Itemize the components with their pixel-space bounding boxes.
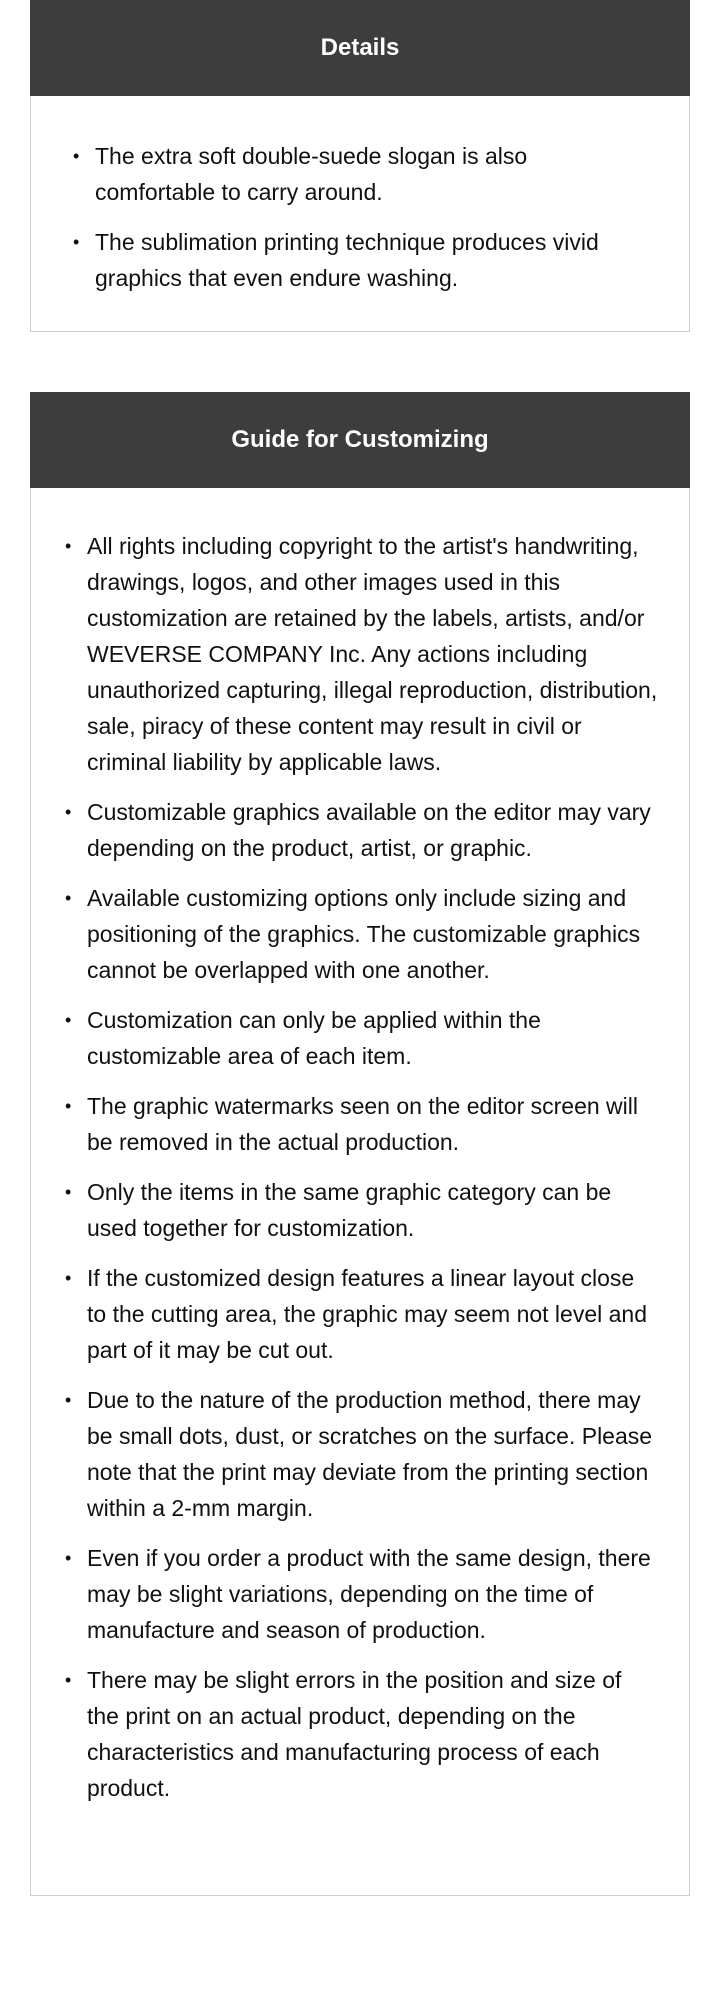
details-title: Details (320, 34, 400, 61)
bullet-icon: • (65, 1548, 72, 1568)
details-section (30, 0, 690, 332)
bullet-icon: • (65, 1670, 72, 1690)
bullet-icon: • (73, 232, 80, 252)
list-item (73, 138, 639, 210)
details-body (30, 96, 690, 332)
list-item-text: All rights including copyright to the artist's handwriting, drawings, logos, and other images used in this customization are retained by the labels, artists, and/or WEVERSE COMPANY Inc. Any actions including unauthorized capturing, illegal reproduction, distribution, sale, piracy of these content may result in civil or criminal liability by applicable laws. (87, 533, 658, 775)
bullet-icon: • (65, 888, 72, 908)
list-item (65, 1382, 659, 1526)
list-item-text: The graphic watermarks seen on the editor screen will be removed in the actual production. (87, 1093, 638, 1155)
list-item-text: There may be slight errors in the position and size of the print on an actual product, depending on the characteristics and manufacturing process of each product. (87, 1667, 622, 1801)
list-item (65, 880, 659, 988)
guide-section (30, 392, 690, 1896)
list-item (65, 1174, 659, 1246)
guide-body (30, 488, 690, 1896)
bullet-icon: • (65, 802, 72, 822)
list-item-text: The extra soft double-suede slogan is also comfortable to carry around. (95, 143, 528, 205)
guide-list (65, 528, 659, 1806)
list-item (65, 528, 659, 780)
bullet-icon: • (65, 1096, 72, 1116)
bullet-icon: • (65, 1182, 72, 1202)
bullet-icon: • (65, 1010, 72, 1030)
details-list (73, 138, 639, 296)
list-item-text: Customizable graphics available on the editor may vary depending on the product, artist, or graphic. (87, 799, 651, 861)
list-item-text: Available customizing options only include sizing and positioning of the graphics. The customizable graphics cannot be overlapped with one another. (87, 885, 641, 983)
list-item (65, 1088, 659, 1160)
bullet-icon: • (65, 1390, 72, 1410)
list-item-text: Due to the nature of the production method, there may be small dots, dust, or scratches on the surface. Please note that the print may deviate from the printing section within a 2-mm margin. (87, 1387, 653, 1521)
list-item-text: Even if you order a product with the same design, there may be slight variations, depending on the time of manufacture and season of production. (87, 1545, 651, 1643)
list-item (65, 1662, 659, 1806)
list-item-text: If the customized design features a linear layout close to the cutting area, the graphic may seem not level and part of it may be cut out. (87, 1265, 647, 1363)
list-item-text: Only the items in the same graphic category can be used together for customization. (87, 1179, 612, 1241)
bullet-icon: • (73, 146, 80, 166)
bullet-icon: • (65, 536, 72, 556)
list-item (65, 794, 659, 866)
list-item (65, 1002, 659, 1074)
guide-title: Guide for Customizing (231, 426, 489, 453)
list-item (73, 224, 639, 296)
list-item (65, 1540, 659, 1648)
guide-header (30, 392, 690, 488)
list-item-text: Customization can only be applied within the customizable area of each item. (87, 1007, 541, 1069)
list-item-text: The sublimation printing technique produces vivid graphics that even endure washing. (95, 229, 599, 291)
details-header (30, 0, 690, 96)
list-item (65, 1260, 659, 1368)
bullet-icon: • (65, 1268, 72, 1288)
